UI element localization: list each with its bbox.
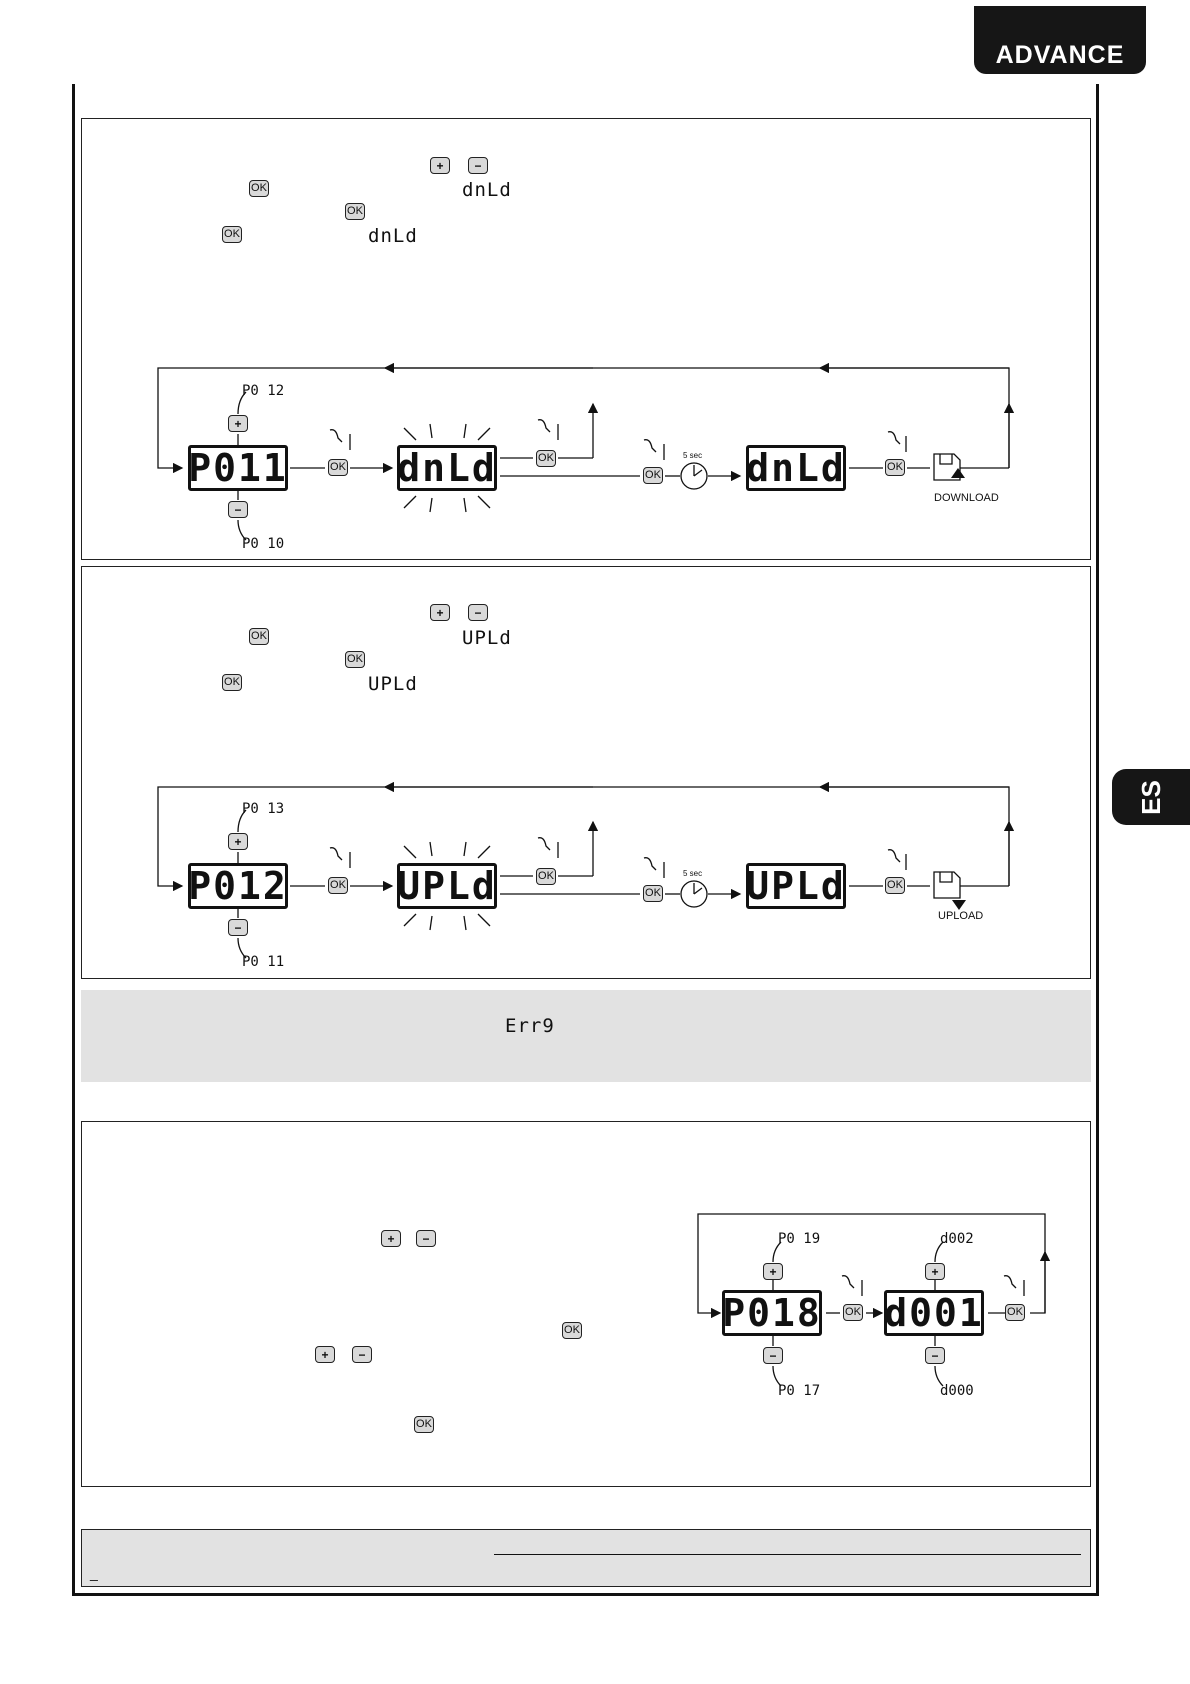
minus-key-icon: − <box>468 157 488 174</box>
minus-key-icon: − <box>352 1346 372 1363</box>
blinking-display: dnLd <box>397 446 497 490</box>
brand-name: ADVANCE <box>995 41 1125 69</box>
ok-key-icon: OK <box>536 868 556 885</box>
ok-key-icon: OK <box>249 180 269 197</box>
upload-code-text: UPLd <box>462 627 512 649</box>
minus-key-icon: − <box>416 1230 436 1247</box>
download-code-text: dnLd <box>462 179 512 201</box>
plus-key-icon: + <box>925 1263 945 1280</box>
plus-key-icon: + <box>228 415 248 432</box>
minus-key-icon: − <box>763 1347 783 1364</box>
ok-key-icon: OK <box>1005 1304 1025 1321</box>
param-value-display: d001 <box>884 1291 984 1335</box>
timer-label: 5 sec <box>683 869 703 878</box>
next-param-label: P0 12 <box>242 383 285 399</box>
upload-label: UPLOAD <box>938 910 984 922</box>
current-param-display: P018 <box>722 1291 822 1335</box>
plus-key-icon: + <box>315 1346 335 1363</box>
footer-rule <box>494 1554 1081 1555</box>
footer-mark: _ <box>90 1565 98 1581</box>
prev-param-label: P0 10 <box>242 536 285 552</box>
next-value-label: d002 <box>940 1231 974 1247</box>
timer-label: 5 sec <box>683 451 703 460</box>
ok-key-icon: OK <box>643 885 663 902</box>
download-label: DOWNLOAD <box>934 492 999 504</box>
minus-key-icon: − <box>925 1347 945 1364</box>
next-param-label: P0 19 <box>778 1231 821 1247</box>
plus-key-icon: + <box>430 604 450 621</box>
ok-key-icon: OK <box>885 459 905 476</box>
next-param-label: P0 13 <box>242 801 285 817</box>
ok-key-icon: OK <box>843 1304 863 1321</box>
blinking-display: UPLd <box>397 864 497 908</box>
ok-key-icon: OK <box>345 651 365 668</box>
prev-value-label: d000 <box>940 1383 974 1399</box>
ok-key-icon: OK <box>222 674 242 691</box>
ok-key-icon: OK <box>643 467 663 484</box>
ok-key-icon: OK <box>562 1322 582 1339</box>
minus-key-icon: − <box>468 604 488 621</box>
result-display: dnLd <box>746 446 846 490</box>
ok-key-icon: OK <box>536 450 556 467</box>
ok-key-icon: OK <box>328 877 348 894</box>
plus-key-icon: + <box>381 1230 401 1247</box>
plus-key-icon: + <box>763 1263 783 1280</box>
error-code-text: Err9 <box>505 1015 555 1037</box>
plus-key-icon: + <box>228 833 248 850</box>
current-param-display: P012 <box>188 864 288 908</box>
current-param-display: P011 <box>188 446 288 490</box>
ok-key-icon: OK <box>222 226 242 243</box>
ok-key-icon: OK <box>328 459 348 476</box>
ok-key-icon: OK <box>345 203 365 220</box>
plus-key-icon: + <box>430 157 450 174</box>
upload-code-text: UPLd <box>368 673 418 695</box>
prev-param-label: P0 17 <box>778 1383 821 1399</box>
ok-key-icon: OK <box>414 1416 434 1433</box>
footer-note-box <box>81 1529 1091 1587</box>
download-code-text: dnLd <box>368 225 418 247</box>
prev-param-label: P0 11 <box>242 954 285 970</box>
minus-key-icon: − <box>228 919 248 936</box>
minus-key-icon: − <box>228 501 248 518</box>
ok-key-icon: OK <box>249 628 269 645</box>
result-display: UPLd <box>746 864 846 908</box>
ok-key-icon: OK <box>885 877 905 894</box>
language-code: ES <box>1135 779 1166 815</box>
